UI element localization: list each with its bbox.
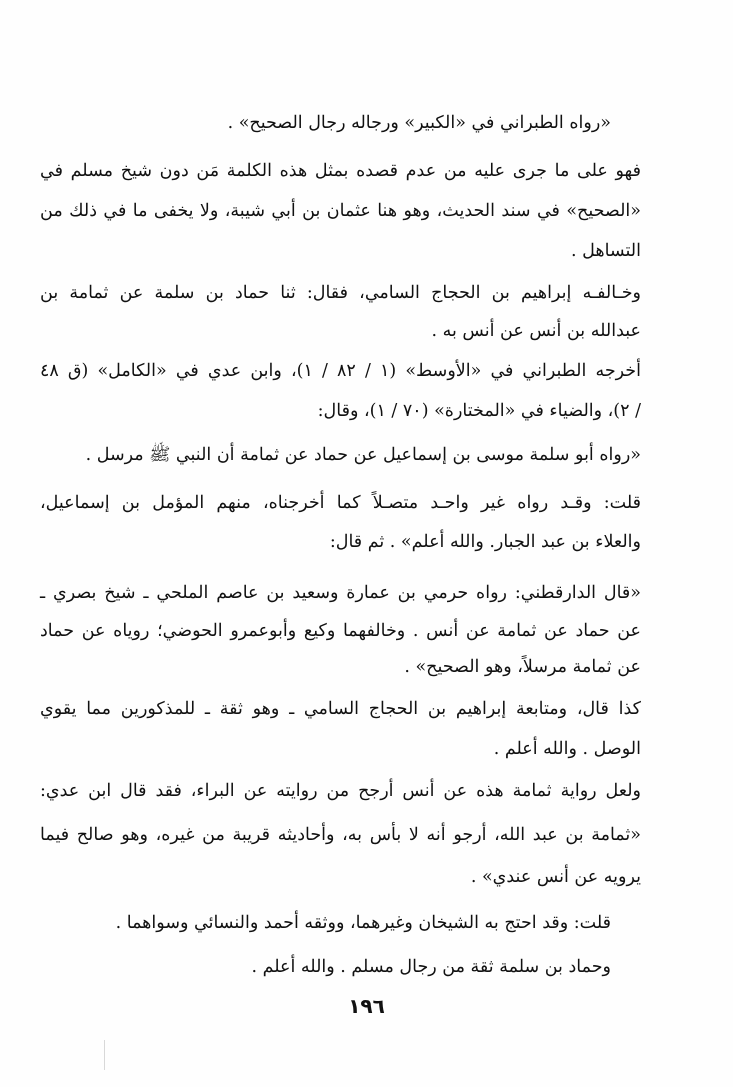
text-line: الوصل . والله أعلم .: [493, 739, 641, 759]
text-line: «ثمامة بن عبد الله، أرجو أنه لا بأس به، وأحاديثه قريبة من غيره، وهو صالح فيما: [40, 825, 641, 845]
scan-margin-mark: [104, 1040, 105, 1070]
page-number: ١٩٦: [348, 994, 385, 1018]
text-line: وخـالفـه إبراهيم بن الحجاج السامي، فقال: ثنا حماد بن سلمة عن ثمامة بن: [40, 283, 641, 303]
text-line: وحماد بن سلمة ثقة من رجال مسلم . والله أعلم .: [251, 957, 611, 977]
text-line: عبدالله بن أنس عن أنس به .: [431, 321, 641, 341]
text-line: «الصحيح» في سند الحديث، وهو هنا عثمان بن أبي شيبة، ولا يخفى ما في ذلك من: [40, 201, 641, 221]
text-line: والعلاء بن عبد الجبار. والله أعلم» . ثم قال:: [329, 532, 641, 552]
text-line: قلت: وقد احتج به الشيخان وغيرهما، ووثقه أحمد والنسائي وسواهما .: [115, 913, 611, 933]
text-line: فهو على ما جرى عليه من عدم قصده بمثل هذه الكلمة مَن دون شيخ مسلم في: [40, 161, 641, 181]
text-line: عن حماد عن ثمامة عن أنس . وخالفهما وكيع وأبوعمرو الحوضي؛ روياه عن حماد: [40, 621, 641, 641]
text-line: التساهل .: [570, 241, 641, 261]
text-line: قلت: وقـد رواه غير واحـد متصـلاً كما أخرجناه، منهم المؤمل بن إسماعيل،: [40, 493, 641, 513]
text-line: / ٢)، والضياء في «المختارة» (٧٠ / ١)، وقال:: [317, 401, 641, 421]
text-line: ولعل رواية ثمامة هذه عن أنس أرجح من روايته عن البراء، فقد قال ابن عدي:: [40, 781, 641, 801]
text-line: «قال الدارقطني: رواه حرمي بن عمارة وسعيد بن عاصم الملحي ـ شيخ بصري ـ: [40, 583, 641, 603]
text-line: عن ثمامة مرسلاً، وهو الصحيح» .: [404, 657, 641, 677]
text-line: «رواه أبو سلمة موسى بن إسماعيل عن حماد عن ثمامة أن النبي ﷺ مرسل .: [85, 445, 641, 465]
text-line: «رواه الطبراني في «الكبير» ورجاله رجال الصحيح» .: [227, 113, 611, 133]
text-line: أخرجه الطبراني في «الأوسط» (١ / ٨٢ / ١)، وابن عدي في «الكامل» (ق ٤٨: [40, 361, 641, 381]
text-line: كذا قال، ومتابعة إبراهيم بن الحجاج السامي ـ وهو ثقة ـ للمذكورين مما يقوي: [40, 699, 641, 719]
text-line: يرويه عن أنس عندي» .: [470, 867, 641, 887]
